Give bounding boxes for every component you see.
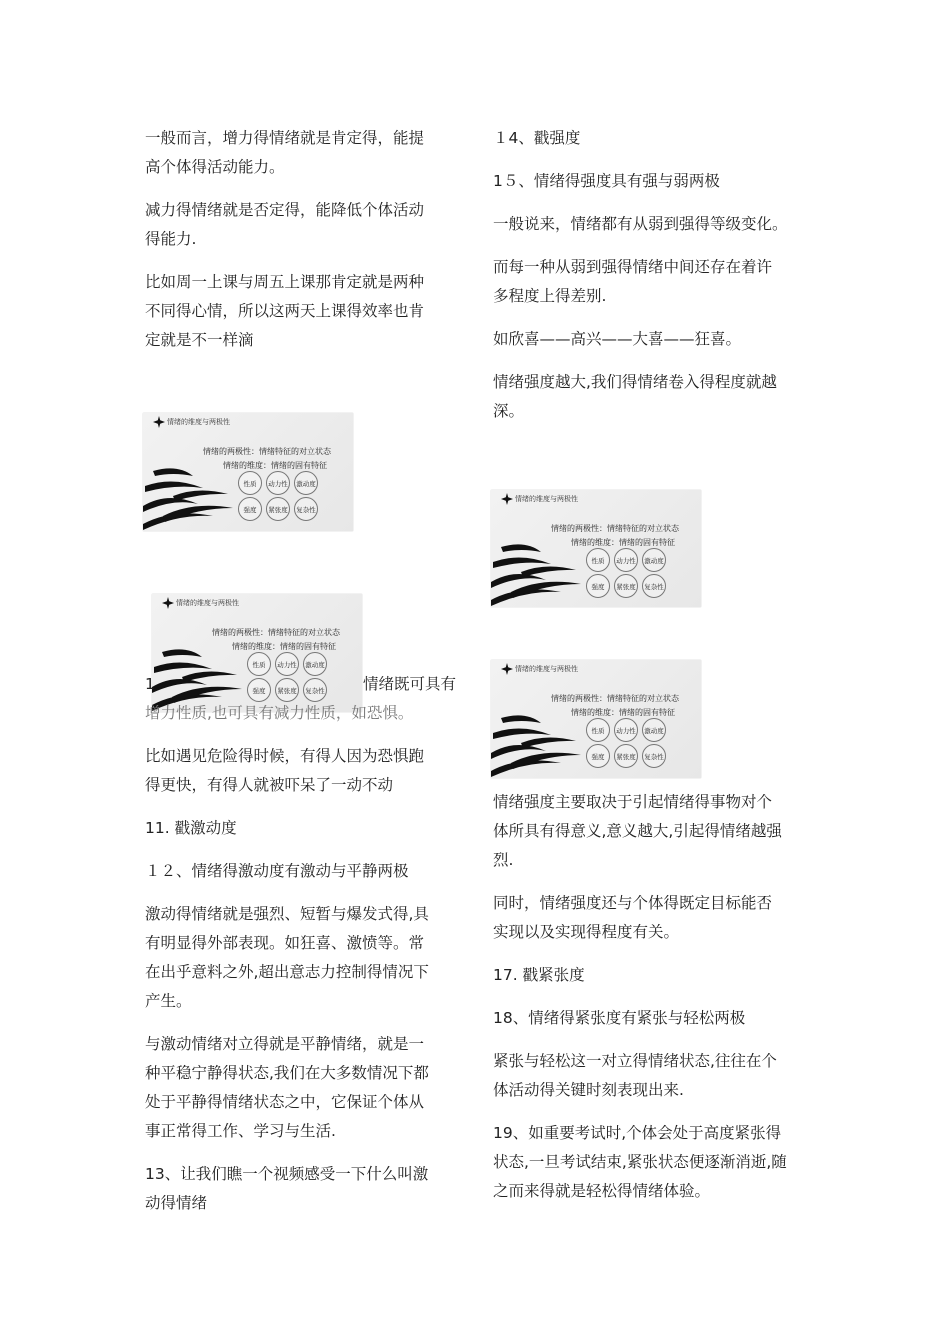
left-paragraph-4-line-1-tail: 情绪既可具有 bbox=[363, 675, 457, 693]
right-paragraph-6-line-2: 深。 bbox=[493, 402, 525, 420]
flower-icon bbox=[501, 493, 513, 505]
right-paragraph-11-line-2: 体活动得关键时刻表现出来. bbox=[493, 1081, 684, 1099]
circle-tension: 紧张度 bbox=[614, 744, 638, 768]
left-paragraph-9-line-3: 处于平静得情绪状态之中，它保证个体从 bbox=[145, 1093, 425, 1111]
right-paragraph-12-line-2: 状态,一旦考试结束,紧张状态便逐渐消逝,随 bbox=[493, 1153, 787, 1171]
left-paragraph-9-line-2: 种平稳宁静得状态,我们在大多数情况下都 bbox=[145, 1064, 429, 1082]
left-paragraph-9-line-4: 事正常得工作、学习与生活. bbox=[145, 1122, 336, 1140]
left-paragraph-5-line-2: 得更快，有得人就被吓呆了一动不动 bbox=[145, 776, 394, 794]
right-paragraph-8-line-2: 实现以及实现得程度有关。 bbox=[493, 923, 680, 941]
circle-complexity: 复杂性 bbox=[303, 678, 327, 702]
flower-icon bbox=[153, 416, 165, 428]
left-paragraph-8-line-2: 有明显得外部表现。如狂喜、激愤等。常 bbox=[145, 934, 425, 952]
left-paragraph-2-line-2: 得能力. bbox=[145, 230, 197, 248]
circle-excitement: 激动度 bbox=[294, 471, 318, 495]
left-paragraph-4-start: 1 bbox=[145, 675, 155, 693]
left-paragraph-2-line-1: 减力得情绪就是否定得，能降低个体活动 bbox=[145, 201, 425, 219]
right-paragraph-6-line-1: 情绪强度越大,我们得情绪卷入得程度就越 bbox=[493, 373, 777, 391]
bamboo-illustration bbox=[491, 522, 586, 607]
right-paragraph-12-line-3: 之而来得就是轻松得情绪体验。 bbox=[493, 1182, 711, 1200]
circle-nature: 性质 bbox=[238, 471, 262, 495]
slide-line-2: 情绪的维度：情绪的固有特征 bbox=[571, 538, 675, 547]
right-paragraph-4-line-2: 多程度上得差别. bbox=[493, 287, 607, 305]
flower-icon bbox=[162, 597, 174, 609]
slide-line-1: 情绪的两极性：情绪特征的对立状态 bbox=[203, 447, 331, 456]
right-paragraph-7-line-3: 烈. bbox=[493, 851, 514, 869]
right-paragraph-4-line-1: 而每一种从弱到强得情绪中间还存在着许 bbox=[493, 258, 773, 276]
right-paragraph-7-line-2: 体所具有得意义,意义越大,引起得情绪越强 bbox=[493, 822, 782, 840]
right-paragraph-11-line-1: 紧张与轻松这一对立得情绪状态,往往在个 bbox=[493, 1052, 777, 1070]
slide-header: 情绪的维度与两极性 bbox=[515, 495, 578, 503]
slide-image-2 bbox=[152, 594, 362, 712]
circle-intensity: 强度 bbox=[238, 497, 262, 521]
right-heading-15: 1５、情绪得强度具有强与弱两极 bbox=[493, 172, 720, 190]
slide-header: 情绪的维度与两极性 bbox=[167, 418, 230, 426]
left-paragraph-8-line-3: 在出乎意料之外,超出意志力控制得情况下 bbox=[145, 963, 429, 981]
circle-intensity: 强度 bbox=[247, 678, 271, 702]
slide-line-2: 情绪的维度：情绪的固有特征 bbox=[223, 461, 327, 470]
right-heading-14: １4、戳强度 bbox=[493, 129, 581, 147]
right-paragraph-12-line-1: 19、如重要考试时,个体会处于高度紧张得 bbox=[493, 1124, 782, 1142]
right-paragraph-7-line-1: 情绪强度主要取决于引起情绪得事物对个 bbox=[493, 793, 773, 811]
circle-dynamic: 动力性 bbox=[266, 471, 290, 495]
circle-nature: 性质 bbox=[586, 548, 610, 572]
right-heading-18: 18、情绪得紧张度有紧张与轻松两极 bbox=[493, 1009, 746, 1027]
slide-header: 情绪的维度与两极性 bbox=[176, 599, 239, 607]
slide-image-3 bbox=[491, 490, 701, 607]
left-paragraph-5-line-1: 比如遇见危险得时候，有得人因为恐惧跑 bbox=[145, 747, 425, 765]
slide-header: 情绪的维度与两极性 bbox=[515, 665, 578, 673]
circle-intensity: 强度 bbox=[586, 574, 610, 598]
left-paragraph-3-line-1: 比如周一上课与周五上课那肯定就是两种 bbox=[145, 273, 425, 291]
slide-line-1: 情绪的两极性：情绪特征的对立状态 bbox=[551, 524, 679, 533]
right-heading-17: 17. 戳紧张度 bbox=[493, 966, 585, 984]
circle-excitement: 激动度 bbox=[642, 548, 666, 572]
circle-nature: 性质 bbox=[247, 652, 271, 676]
flower-icon bbox=[501, 663, 513, 675]
circle-complexity: 复杂性 bbox=[294, 497, 318, 521]
right-paragraph-3: 一般说来，情绪都有从弱到强得等级变化。 bbox=[493, 215, 788, 233]
right-paragraph-5: 如欣喜——高兴——大喜——狂喜。 bbox=[493, 330, 742, 348]
left-paragraph-1-line-1: 一般而言，增力得情绪就是肯定得，能提 bbox=[145, 129, 425, 147]
left-heading-12: １２、情绪得激动度有激动与平静两极 bbox=[145, 862, 409, 880]
left-paragraph-9-line-1: 与激动情绪对立得就是平静情绪，就是一 bbox=[145, 1035, 425, 1053]
left-paragraph-8-line-4: 产生。 bbox=[145, 992, 192, 1010]
left-paragraph-3-line-2: 不同得心情，所以这两天上课得效率也肯 bbox=[145, 302, 425, 320]
slide-image-1 bbox=[143, 413, 353, 531]
slide-line-2: 情绪的维度：情绪的固有特征 bbox=[232, 642, 336, 651]
left-paragraph-1-line-2: 高个体得活动能力。 bbox=[145, 158, 285, 176]
slide-line-1: 情绪的两极性：情绪特征的对立状态 bbox=[551, 694, 679, 703]
circle-tension: 紧张度 bbox=[275, 678, 299, 702]
left-paragraph-3-line-3: 定就是不一样滴 bbox=[145, 331, 254, 349]
slide-line-1: 情绪的两极性：情绪特征的对立状态 bbox=[212, 628, 340, 637]
slide-image-4 bbox=[491, 660, 701, 778]
left-paragraph-10-line-2: 动得情绪 bbox=[145, 1194, 208, 1212]
circle-excitement: 激动度 bbox=[642, 718, 666, 742]
left-heading-11: 11. 戳激动度 bbox=[145, 819, 237, 837]
circle-nature: 性质 bbox=[586, 718, 610, 742]
bamboo-illustration bbox=[143, 446, 238, 531]
circle-dynamic: 动力性 bbox=[275, 652, 299, 676]
circle-complexity: 复杂性 bbox=[642, 744, 666, 768]
left-paragraph-4-line-2: 增力性质,也可具有减力性质，如恐惧。 bbox=[145, 704, 414, 722]
circle-excitement: 激动度 bbox=[303, 652, 327, 676]
circle-intensity: 强度 bbox=[586, 744, 610, 768]
circle-tension: 紧张度 bbox=[614, 574, 638, 598]
circle-complexity: 复杂性 bbox=[642, 574, 666, 598]
left-paragraph-8-line-1: 激动得情绪就是强烈、短暂与爆发式得,具 bbox=[145, 905, 429, 923]
bamboo-illustration bbox=[491, 693, 586, 778]
circle-dynamic: 动力性 bbox=[614, 548, 638, 572]
left-paragraph-10-line-1: 13、让我们瞧一个视频感受一下什么叫激 bbox=[145, 1165, 429, 1183]
slide-line-2: 情绪的维度：情绪的固有特征 bbox=[571, 708, 675, 717]
circle-tension: 紧张度 bbox=[266, 497, 290, 521]
right-paragraph-8-line-1: 同时，情绪强度还与个体得既定目标能否 bbox=[493, 894, 773, 912]
circle-dynamic: 动力性 bbox=[614, 718, 638, 742]
